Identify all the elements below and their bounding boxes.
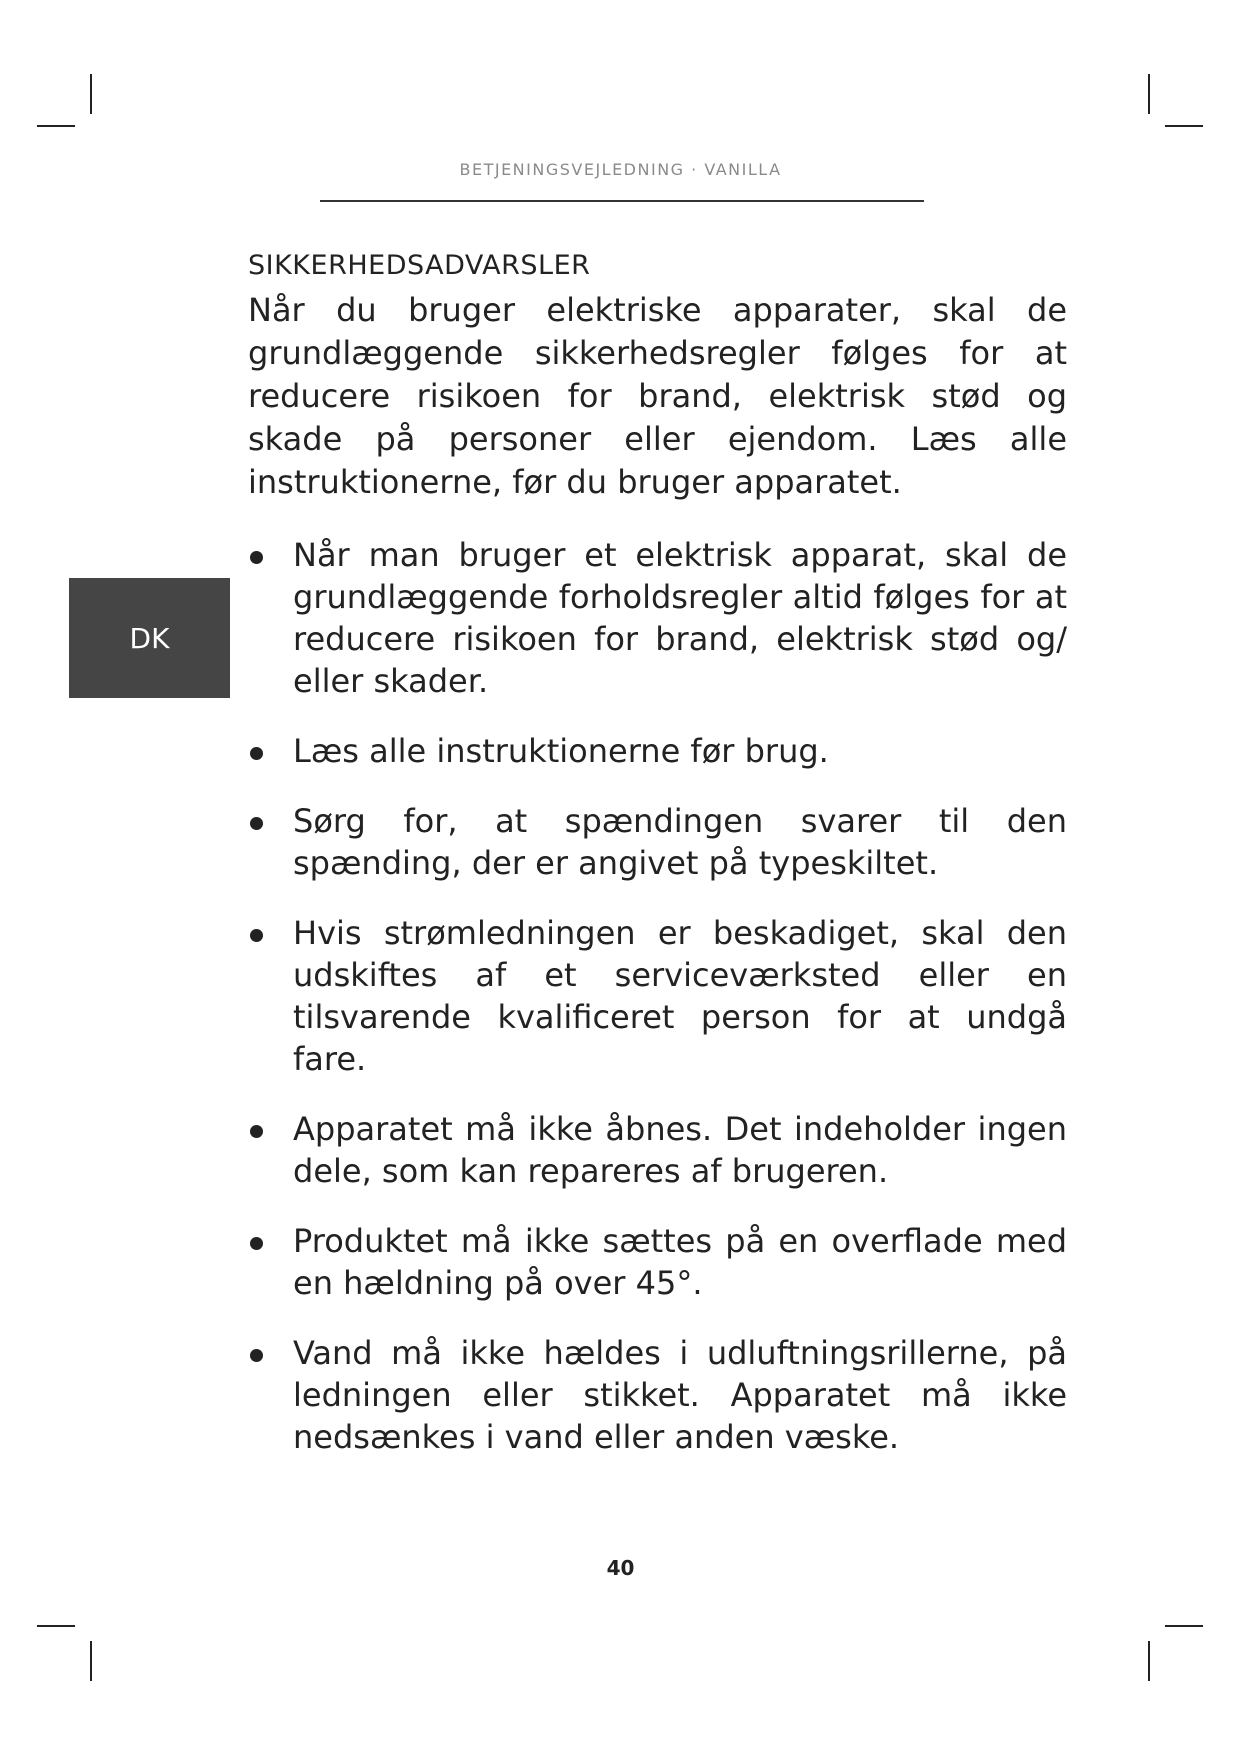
list-item-text: Sørg for, at spændingen svarer til den spænding, der er angivet på typeskiltet. bbox=[293, 802, 1067, 882]
header-divider bbox=[320, 200, 924, 202]
bullet-icon bbox=[250, 747, 263, 760]
language-tab-label: DK bbox=[129, 621, 170, 655]
page-number: 40 bbox=[606, 1556, 635, 1580]
bullet-icon bbox=[250, 1125, 263, 1138]
list-item bbox=[248, 912, 1067, 1080]
crop-mark-top-right-vertical bbox=[1148, 74, 1150, 114]
bullet-icon bbox=[250, 1349, 263, 1362]
crop-mark-top-left-vertical bbox=[90, 74, 92, 114]
crop-mark-bottom-right-horizontal bbox=[1165, 1625, 1203, 1627]
list-item bbox=[248, 730, 1067, 772]
list-item-text: Læs alle instruktionerne før brug. bbox=[293, 732, 829, 770]
bullet-icon bbox=[250, 1237, 263, 1250]
language-tab bbox=[69, 578, 230, 698]
section-title: SIKKERHEDSADVARSLER bbox=[248, 250, 591, 281]
list-item bbox=[248, 1220, 1067, 1304]
main-content bbox=[248, 250, 1067, 1486]
list-item-text: Produktet må ikke sættes på en overflade med en hældning på over 45°. bbox=[293, 1222, 1067, 1302]
running-header: BETJENINGSVEJLEDNING · VANILLA bbox=[459, 160, 782, 179]
intro-paragraph: Når du bruger elektriske apparater, skal de grundlæggende sikkerhedsregler følges for at reducere risikoen for brand, elektrisk stød og skade på personer eller ejendom. Læs alle instruktionerne, før du bruger apparatet. bbox=[248, 291, 1067, 501]
list-item bbox=[248, 1108, 1067, 1192]
list-item-text: Vand må ikke hældes i udluftningsrillerne, på ledningen eller stikket. Apparatet må ikke nedsænkes i vand eller anden væske. bbox=[293, 1334, 1067, 1456]
list-item bbox=[248, 534, 1067, 702]
crop-mark-top-right-horizontal bbox=[1165, 125, 1203, 127]
list-item-text: Når man bruger et elektrisk apparat, skal de grundlæggende forholdsregler altid følges for at reducere risikoen for brand, elektrisk stød og/ eller skader. bbox=[293, 536, 1067, 700]
bullet-icon bbox=[250, 817, 263, 830]
crop-mark-bottom-left-vertical bbox=[90, 1641, 92, 1681]
bullet-icon bbox=[250, 929, 263, 942]
crop-mark-top-left-horizontal bbox=[37, 125, 75, 127]
list-item bbox=[248, 1332, 1067, 1458]
list-item bbox=[248, 800, 1067, 884]
list-item-text: Apparatet må ikke åbnes. Det indeholder ingen dele, som kan repareres af brugeren. bbox=[293, 1110, 1067, 1190]
crop-mark-bottom-right-vertical bbox=[1148, 1641, 1150, 1681]
list-item-text: Hvis strømledningen er beskadiget, skal den udskiftes af et serviceværksted eller en tilsvarende kvalificeret person for at undgå fare. bbox=[293, 914, 1067, 1078]
safety-list bbox=[248, 534, 1067, 1458]
crop-mark-bottom-left-horizontal bbox=[37, 1625, 75, 1627]
bullet-icon bbox=[250, 551, 263, 564]
